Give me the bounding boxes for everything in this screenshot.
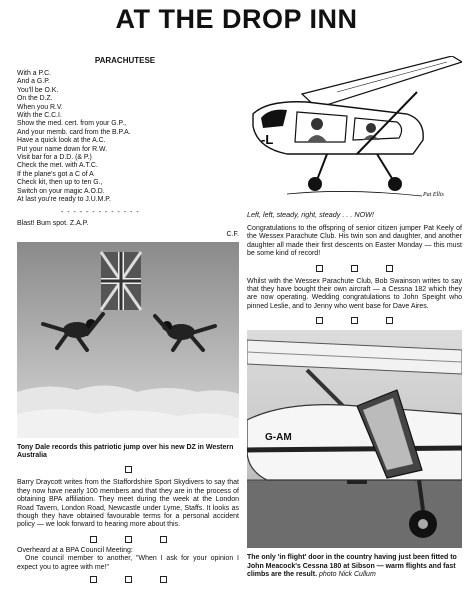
poem-line: With a P.C. bbox=[17, 70, 51, 77]
cartoon-tail-letters: -L bbox=[261, 132, 274, 147]
left-column bbox=[17, 56, 239, 583]
cartoon-caption: Left, left, steady, right, steady . . . NOW! bbox=[247, 210, 374, 219]
square-bullet bbox=[125, 576, 132, 583]
poem-closing: Blast! Bum spot. Z.A.P. bbox=[17, 219, 89, 227]
right-column bbox=[247, 56, 462, 579]
poem-line: Put your name down for R.W. bbox=[17, 145, 107, 153]
overheard-heading: Overheard at a BPA Council Meeting: bbox=[17, 546, 133, 554]
square-bullet bbox=[160, 536, 167, 543]
poem-line: And a G.P. bbox=[17, 78, 50, 86]
square-bullet bbox=[386, 265, 393, 272]
separator-squares bbox=[247, 317, 462, 324]
poem-line: When you R.V. bbox=[17, 103, 63, 111]
square-bullet bbox=[316, 317, 323, 324]
poem-line: Show the med. cert. from your G.P., bbox=[17, 120, 127, 128]
poem-line: At last you're ready to J.U.M.P. bbox=[17, 196, 111, 204]
poem-line: Check kit, then up to ten G., bbox=[17, 179, 103, 187]
svg-text:G-AM: G-AM bbox=[265, 432, 292, 444]
square-bullet bbox=[160, 576, 167, 583]
cartoonist-signature: Pat Ellis bbox=[423, 192, 444, 198]
poem-title: PARACHUTESE bbox=[94, 56, 156, 65]
keely-paragraph: Congratulations to the offspring of senior citizen jumper Pat Keely of the Wessex Parachute Club. His twin son and daughter, and another daughter all made their first descents on Easter Monday — this must be some kind of record! bbox=[247, 225, 462, 258]
separator-squares bbox=[17, 466, 239, 473]
divider-dots: - - - - - - - - - - - - - bbox=[61, 208, 140, 216]
cartoon-illustration bbox=[247, 56, 462, 206]
square-bullet bbox=[125, 536, 132, 543]
square-bullet bbox=[90, 536, 97, 543]
cartoon-image bbox=[247, 56, 462, 206]
cessna-caption-text: The only 'in flight' door in the country having just been fitted to John Meacock's Cessna 180 at Sibson — warm flights and fast climbs are the result. bbox=[247, 554, 457, 579]
poem-line: If the plane's got a C of A bbox=[17, 170, 94, 178]
skydivers-photo-caption: Tony Dale records this patriotic jump over his new DZ in Western Australia bbox=[17, 443, 234, 459]
square-bullet bbox=[125, 466, 132, 473]
cessna-photo-image bbox=[247, 330, 462, 548]
square-bullet bbox=[316, 265, 323, 272]
poem-line: You'll be O.K. bbox=[17, 86, 59, 94]
wessex-paragraph: Whilst with the Wessex Parachute Club, Bob Swainson writes to say that they have bought their own aircraft — a Cessna 182 which they are now operating. Wedding congratulations to John Speight who pinned Leslie, and to Jenny who went base for Dave Aires. bbox=[247, 277, 462, 310]
poem-author: C.F. bbox=[226, 230, 239, 238]
overheard-quote: One council member to another, "When I ask for your opinion I expect you to agree with me!" bbox=[17, 555, 239, 571]
poem-line: Switch on your magic A.O.D. bbox=[17, 187, 105, 195]
poem-line: On the D.Z. bbox=[17, 95, 53, 103]
separator-squares bbox=[17, 536, 239, 543]
square-bullet bbox=[386, 317, 393, 324]
poem-line: Have a quick look at the A.C. bbox=[17, 137, 106, 145]
photo-credit: photo Nick Cullum bbox=[318, 571, 376, 579]
square-bullet bbox=[351, 317, 358, 324]
poem-line: With the C.C.I. bbox=[17, 112, 62, 120]
skydivers-photo bbox=[17, 242, 239, 438]
poem-line: Check the met. with A.T.C. bbox=[17, 162, 98, 170]
cessna-photo bbox=[247, 330, 462, 548]
poem-line: And your memb. card from the B.P.A. bbox=[17, 128, 131, 136]
page-title: AT THE DROP INN bbox=[115, 4, 358, 34]
square-bullet bbox=[90, 576, 97, 583]
poem-body bbox=[17, 70, 239, 205]
poem-line: Visit bar for a D.D. (& P.) bbox=[17, 154, 92, 162]
separator-squares bbox=[247, 265, 462, 272]
separator-squares bbox=[17, 576, 239, 583]
cessna-photo-caption bbox=[247, 554, 462, 579]
skydivers-photo-image bbox=[17, 242, 239, 438]
staffordshire-paragraph: Barry Draycott writes from the Staffordshire Sport Skydivers to say that they now have nearly 100 members and that they are in the process of obtaining BPA affiliation. They meet during the week at the London Road Tavern, London Road, Newcastle under Lyme, Staffs. It looks as though they have obtained favourable terms for a personal accident policy — we look forward to hearing more about this. bbox=[17, 479, 239, 529]
square-bullet bbox=[351, 265, 358, 272]
